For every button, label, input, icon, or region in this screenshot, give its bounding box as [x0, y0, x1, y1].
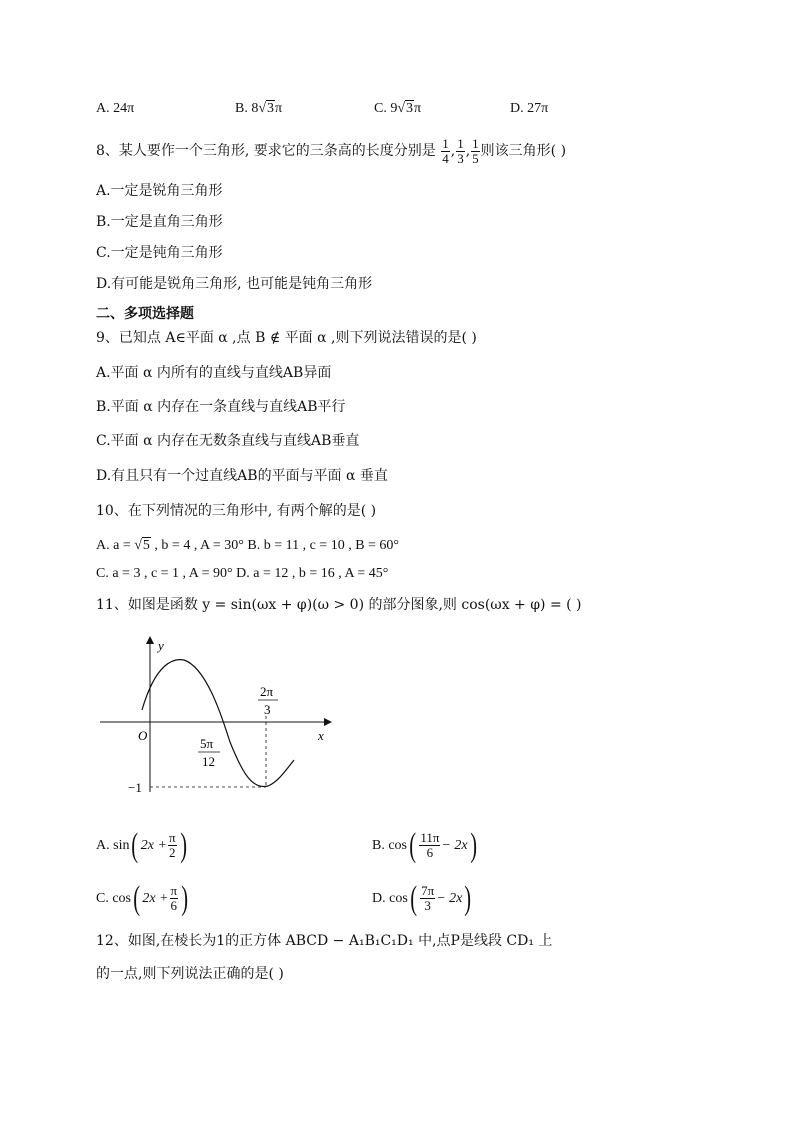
q8-option-a: A.一定是锐角三角形 — [96, 183, 223, 199]
q7-option-c — [374, 99, 421, 119]
q8-option-c: C.一定是钝角三角形 — [96, 245, 223, 261]
q11-option-b-tail: − 2x — [441, 838, 468, 853]
frac-den: 6 — [170, 898, 178, 914]
q11-option-a-inner: 2x + — [140, 838, 167, 853]
q7-option-d-text: 27π — [527, 101, 549, 116]
q8-frac-3-den: 5 — [472, 150, 479, 166]
q7-option-c-coef: 9 — [390, 101, 398, 116]
q8-frac-1-num: 1 — [442, 135, 449, 151]
q10-radicand: 5 — [142, 538, 150, 553]
q11-option-a-func: sin — [113, 838, 130, 853]
q7-option-c-radicand: 3 — [406, 101, 414, 116]
q8-frac-3-num: 1 — [472, 135, 479, 151]
q8-stem-tail: 则该三角形( ) — [480, 143, 567, 159]
neg-one-label: −1 — [128, 780, 142, 795]
q12-stem-line-1: 12、如图,在棱长为1的正方体 ABCD − A₁B₁C₁D₁ 中,点P是线段 CD₁ 上 — [96, 933, 553, 949]
q8-comma-1: , — [450, 143, 456, 159]
label-b-den: 12 — [202, 754, 215, 769]
x-axis-arrow — [324, 718, 332, 726]
q11-option-d-letter: D. — [372, 891, 386, 906]
q11-option-a-frac — [168, 831, 177, 860]
q7-option-a-letter: A. — [96, 101, 110, 116]
q11-option-c-letter: C. — [96, 891, 109, 906]
label-a-num: 2π — [260, 684, 274, 699]
left-paren: ( — [410, 879, 417, 917]
sqrt-sign: √ — [397, 101, 406, 116]
frac-num: 11π — [420, 830, 440, 846]
q11-function-graph — [96, 632, 336, 802]
right-paren: ) — [464, 879, 472, 917]
sqrt-sign: √ — [258, 101, 267, 116]
q7-option-a — [96, 99, 134, 119]
q11-option-b — [372, 826, 479, 866]
q7-option-c-pi: π — [414, 101, 422, 116]
q7-option-b-coef: 8 — [251, 101, 259, 116]
right-paren: ) — [179, 826, 187, 864]
q11-option-b-frac — [419, 831, 440, 860]
q8-frac-1 — [441, 137, 450, 166]
q10-line-1 — [96, 536, 399, 556]
q7-option-b-letter: B. — [235, 101, 248, 116]
right-paren: ) — [181, 879, 189, 917]
q10-stem: 10、在下列情况的三角形中, 有两个解的是( ) — [96, 503, 377, 519]
q7-option-b-pi: π — [275, 101, 283, 116]
label-b-num: 5π — [200, 736, 214, 751]
y-axis-arrow — [146, 636, 154, 644]
q9-stem: 9、已知点 A∈平面 α ,点 B ∉ 平面 α ,则下列说法错误的是( ) — [96, 330, 477, 346]
x-label: x — [318, 728, 324, 743]
q8-option-b: B.一定是直角三角形 — [96, 214, 223, 230]
q9-option-d: D.有且只有一个过直线AB的平面与平面 α 垂直 — [96, 468, 388, 484]
q7-option-d-letter: D. — [510, 101, 524, 116]
q9-option-b: B.平面 α 内存在一条直线与直线AB平行 — [96, 399, 346, 415]
label-a-den: 3 — [264, 702, 271, 717]
q11-option-d-tail: − 2x — [436, 891, 463, 906]
q11-option-a — [96, 826, 189, 866]
q7-option-c-letter: C. — [374, 101, 387, 116]
sine-curve — [142, 660, 294, 787]
origin-label: O — [138, 728, 148, 743]
q11-option-a-letter: A. — [96, 838, 110, 853]
y-label: y — [158, 638, 164, 653]
q10-line-1-rest: , b = 4 , A = 30° B. b = 11 , c = 10 , B = 60° — [150, 538, 400, 553]
q11-option-c-func: cos — [112, 891, 132, 906]
q11-option-b-func: cos — [388, 838, 408, 853]
section-heading: 二、多项选择题 — [96, 306, 194, 322]
q7-option-b — [235, 99, 282, 119]
q12-stem-line-2: 的一点,则下列说法正确的是( ) — [96, 966, 284, 982]
q8-frac-3 — [471, 137, 480, 166]
q7-option-b-radicand: 3 — [267, 101, 275, 116]
frac-num: π — [168, 830, 176, 846]
q11-option-d-frac — [420, 884, 435, 913]
q8-comma-2: , — [465, 143, 471, 159]
q9-option-a: A.平面 α 内所有的直线与直线AB异面 — [96, 365, 332, 381]
frac-den: 3 — [424, 898, 431, 914]
q8-frac-2 — [456, 137, 465, 166]
q8-frac-2-num: 1 — [457, 135, 464, 151]
sqrt-sign: √ — [134, 538, 142, 553]
q11-option-b-letter: B. — [372, 838, 385, 853]
left-paren: ( — [133, 879, 141, 917]
q11-option-d — [372, 879, 474, 919]
q7-option-d — [510, 99, 548, 119]
q11-stem: 11、如图是函数 y = sin(ωx + φ)(ω > 0) 的部分图象,则 cos(ωx + φ) = ( ) — [96, 597, 582, 613]
q8-frac-1-den: 4 — [442, 150, 449, 166]
q8-stem-text: 8、某人要作一个三角形, 要求它的三条高的长度分别是 — [96, 143, 436, 159]
q11-option-c-frac — [170, 884, 179, 913]
q11-option-d-func: cos — [389, 891, 408, 906]
q11-option-c — [96, 879, 190, 919]
q10-line-1-start: A. a = — [96, 538, 135, 553]
q8-frac-2-den: 3 — [457, 150, 464, 166]
left-paren: ( — [409, 826, 417, 864]
left-paren: ( — [131, 826, 139, 864]
frac-num: 7π — [421, 883, 435, 899]
q10-line-2: C. a = 3 , c = 1 , A = 90° D. a = 12 , b = 16 , A = 45° — [96, 566, 389, 581]
right-paren: ) — [469, 826, 477, 864]
q8-stem — [96, 133, 566, 169]
q7-option-a-text: 24π — [113, 101, 135, 116]
q8-option-d: D.有可能是锐角三角形, 也可能是钝角三角形 — [96, 276, 373, 292]
q11-option-c-inner: 2x + — [142, 891, 169, 906]
frac-num: π — [170, 883, 178, 899]
frac-den: 6 — [426, 845, 434, 861]
frac-den: 2 — [169, 845, 176, 861]
q9-option-c: C.平面 α 内存在无数条直线与直线AB垂直 — [96, 433, 360, 449]
